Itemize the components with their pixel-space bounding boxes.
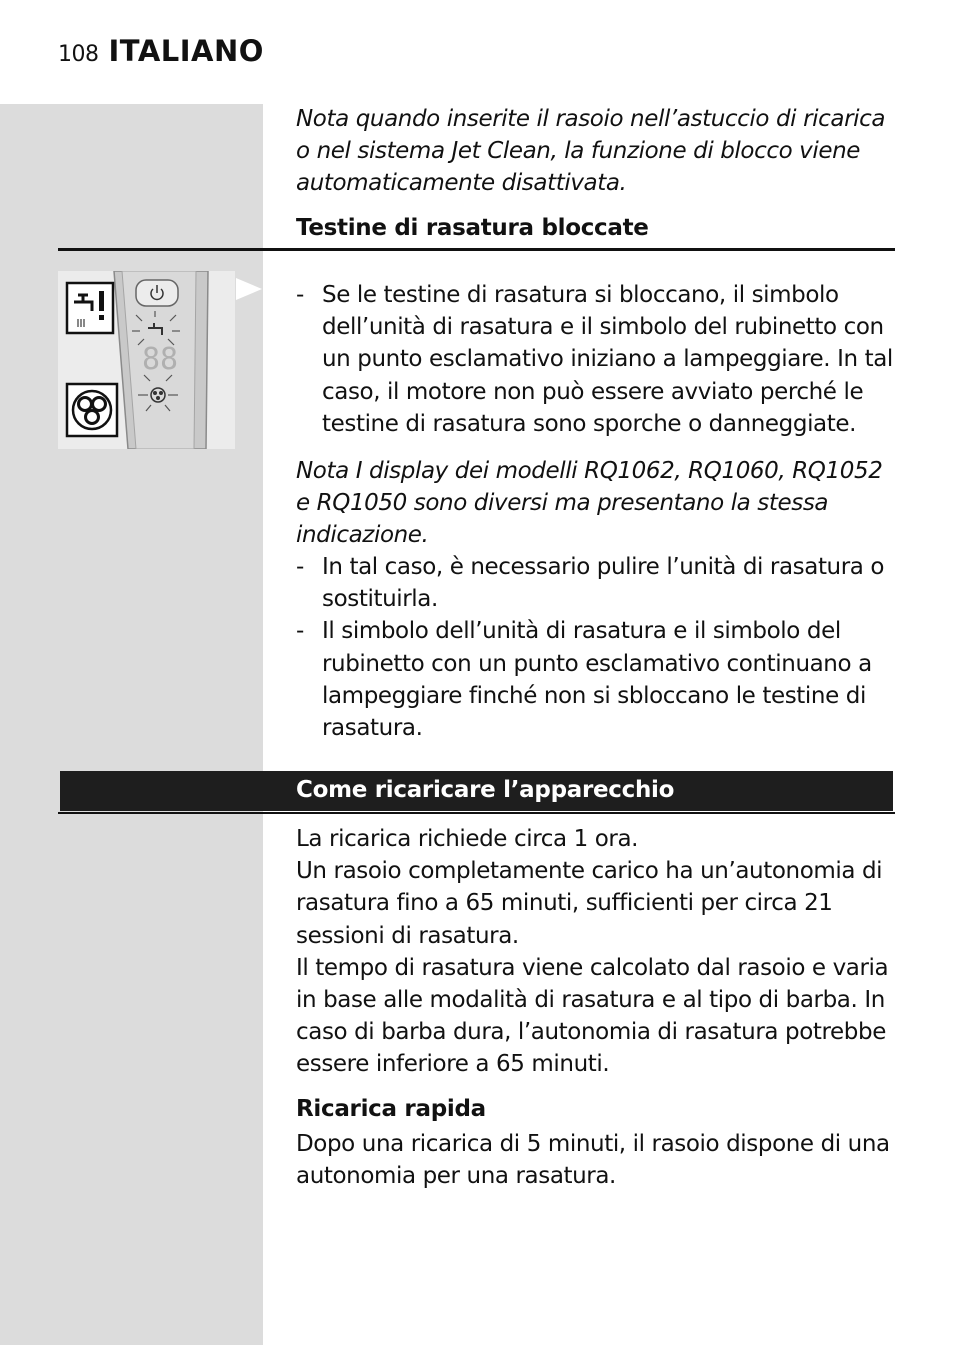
charging-paragraph: Il tempo di rasatura viene calcolato dal rasoio e varia in base alle modalità di rasatura e al tipo di barba. In caso di barba dura, l’autonomia di rasatura potrebbe essere inferiore a 65 minuti. xyxy=(296,954,889,1078)
section-rule-thin xyxy=(58,812,895,814)
list-item xyxy=(296,615,896,744)
shaver-display-illustration xyxy=(58,271,235,449)
list-dash: - xyxy=(296,618,304,645)
charging-paragraph: Un rasoio completamente carico ha un’autonomia di rasatura fino a 65 minuti, sufficienti per circa 21 sessioni di rasatura. xyxy=(296,858,883,949)
list-item-text: Il simbolo dell’unità di rasatura e il simbolo del rubinetto con un punto esclamativo continuano a lampeggiare finché non si sbloccano le testine di rasatura. xyxy=(322,618,872,742)
section-bar-charging xyxy=(60,771,893,811)
quick-charge-text: Dopo una ricarica di 5 minuti, il rasoio dispone di una autonomia per una rasatura. xyxy=(296,1131,890,1190)
blocked-list-1 xyxy=(296,279,896,440)
figure-pointer xyxy=(236,278,262,300)
list-item xyxy=(296,279,896,440)
faucet-exclamation-icon xyxy=(67,283,113,333)
list-item-text: In tal caso, è necessario pulire l’unità di rasatura o sostituirla. xyxy=(322,554,885,613)
page-number: 108 xyxy=(58,42,99,67)
charging-paragraph: La ricarica richiede circa 1 ora. xyxy=(296,826,639,852)
note-lock: Nota quando inserite il rasoio nell’astuccio di ricarica o nel sistema Jet Clean, la funzione di blocco viene automaticamente disattivata. xyxy=(296,106,886,197)
list-dash: - xyxy=(296,554,304,580)
charging-text xyxy=(296,823,896,1081)
display-digits: 88 xyxy=(142,342,179,377)
list-dash: - xyxy=(296,282,304,308)
list-item xyxy=(296,551,896,615)
heading-blocked-heads: Testine di rasatura bloccate xyxy=(296,215,649,241)
section-rule xyxy=(58,248,895,251)
note-displays: Nota I display dei modelli RQ1062, RQ1060, RQ1052 e RQ1050 sono diversi ma presentano la stessa indicazione. xyxy=(296,458,883,549)
list-item-text: Se le testine di rasatura si bloccano, il simbolo dell’unità di rasatura e il simbolo del rubinetto con un punto esclamativo iniziano a lampeggiare. In tal caso, il motore non può essere avviato perché le testine di rasatura sono sporche o danneggiate. xyxy=(322,282,893,437)
shaver-display-figure xyxy=(58,271,235,449)
blocked-list-2 xyxy=(296,551,896,744)
page-language: ITALIANO xyxy=(108,34,264,68)
page-header xyxy=(58,34,264,74)
heading-charging: Come ricaricare l’apparecchio xyxy=(296,777,675,803)
heading-quick-charge: Ricarica rapida xyxy=(296,1096,486,1122)
